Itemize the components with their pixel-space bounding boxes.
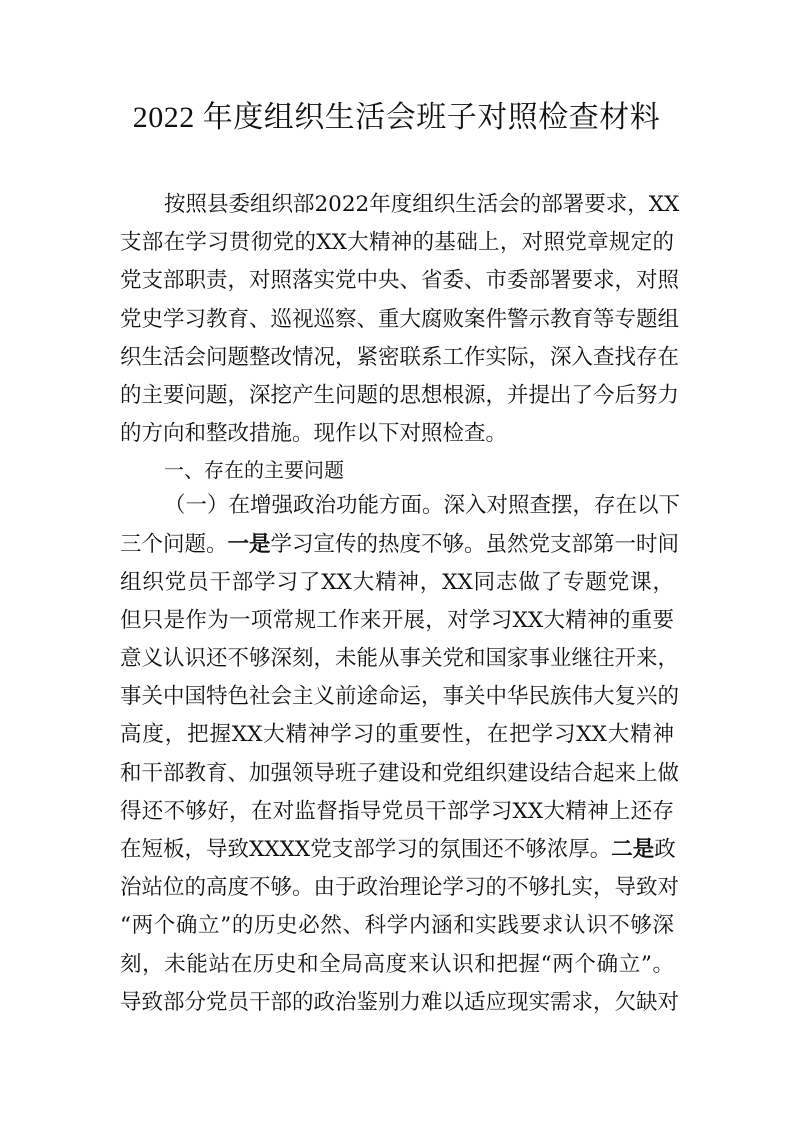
text-line: 高度，把握XX大精神学习的重要性，在把学习XX大精神 — [120, 722, 674, 748]
text-run: 政 — [654, 837, 676, 862]
text-line: 治站位的高度不够。由于政治理论学习的不够扎实，导致对 — [120, 875, 680, 901]
text-line: （一）在增强政治功能方面。深入对照查摆，存在以下 — [164, 493, 681, 519]
text-line: 事关中国特色社会主义前途命运，事关中华民族伟大复兴的 — [120, 684, 680, 710]
text-line: 和干部教育、加强领导班子建设和党组织建设结合起来上做 — [120, 760, 680, 786]
text-line: 织生活会问题整改情况，紧密联系工作实际，深入查找存在 — [120, 344, 680, 370]
document-body — [120, 186, 681, 1022]
document-title: 2022 年度组织生活会班子对照检查材料 — [132, 101, 661, 134]
text-run: 学习宣传的热度不够。虽然党支部第一时间 — [270, 531, 680, 557]
text-line: 导致部分党员干部的政治鉴别力难以适应现实需求，欠缺对 — [120, 989, 680, 1015]
text-run: 三个问题。 — [120, 531, 228, 557]
emphasis-first: 一是 — [227, 531, 271, 557]
subsection-paragraph — [120, 487, 681, 1022]
text-line: 但只是作为一项常规工作来开展，对学习XX大精神的重要 — [120, 607, 674, 633]
text-line: 党支部职责，对照落实党中央、省委、市委部署要求，对照 — [120, 268, 680, 294]
text-line: 按照县委组织部2022年度组织生活会的部署要求，XX — [164, 192, 680, 217]
text-line: 党史学习教育、巡视巡察、重大腐败案件警示教育等专题组 — [120, 306, 680, 332]
text-line: 组织党员干部学习了XX大精神，XX同志做了专题党课， — [120, 569, 674, 595]
text-line: 的方向和整改措施。现作以下对照检查。 — [120, 421, 508, 447]
intro-paragraph — [120, 186, 680, 453]
text-line: 支部在学习贯彻党的XX大精神的基础上，对照党章规定的 — [120, 230, 674, 256]
text-line: 得还不够好，在对监督指导党员干部学习XX大精神上还存 — [120, 798, 674, 824]
text-line: 意义认识还不够深刻，未能从事关党和国家事业继往开来， — [120, 646, 680, 672]
emphasis-second: 二是 — [611, 837, 655, 862]
text-line — [120, 526, 680, 564]
text-run: 在短板，导致XXXX党支部学习的氛围还不够浓厚。 — [120, 837, 612, 862]
text-line: 刻，未能站在历史和全局高度来认识和把握“两个确立”。 — [120, 951, 674, 977]
section-heading: 一、存在的主要问题 — [164, 458, 344, 483]
text-line: “两个确立”的历史必然、科学内涵和实践要求认识不够深 — [120, 913, 674, 939]
text-line — [120, 831, 674, 869]
text-line: 的主要问题，深挖产生问题的思想根源，并提出了今后努力 — [120, 382, 680, 408]
